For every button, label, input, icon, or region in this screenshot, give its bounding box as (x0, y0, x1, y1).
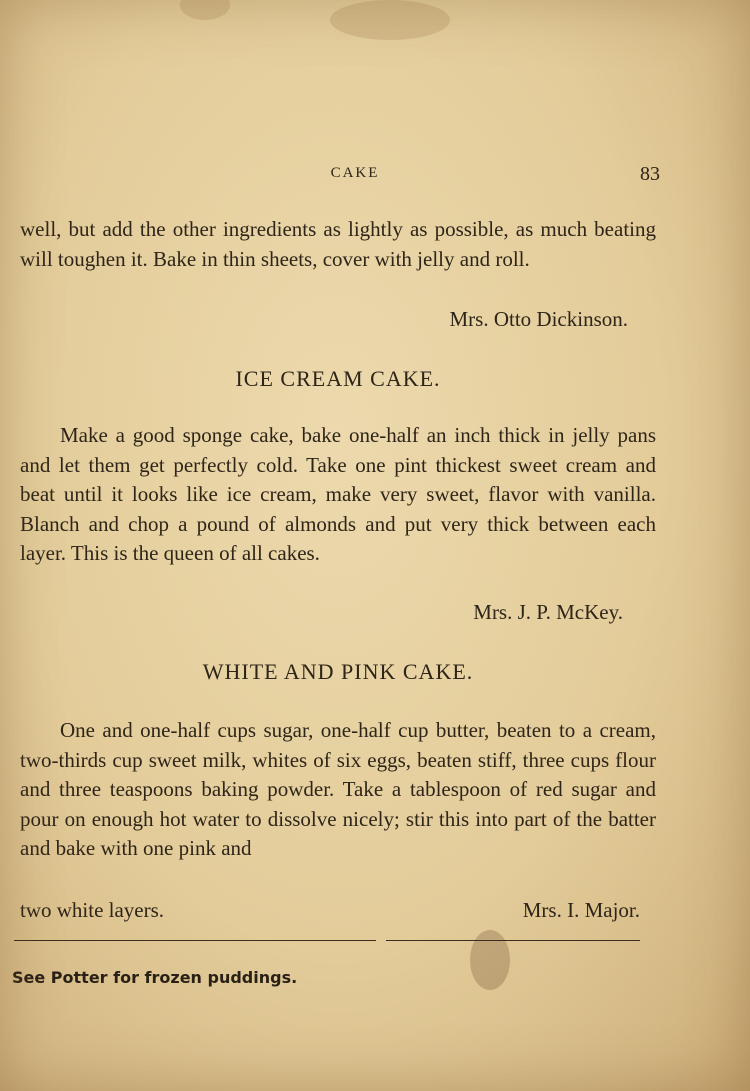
recipe-text (20, 716, 656, 864)
paragraph: One and one-half cups sugar, one-half cup butter, beaten to a cream, two-thirds cup sweet milk, whites of six eggs, beaten stiff, three cups flour and three teaspoons baking powder. Take a tablespoon of red sugar and pour on enough hot water to dissolve nicely; stir this into part of the batter and bake with one pink and (20, 718, 656, 860)
page-header (20, 165, 660, 189)
footnote: See Potter for frozen puddings. (12, 968, 298, 987)
paragraph: well, but add the other ingredients as lightly as possible, as much beating will toughen it. Bake in thin sheets, cover with jelly and roll. (20, 217, 656, 271)
signature: Mrs. J. P. McKey. (473, 600, 623, 624)
paper-stain (180, 0, 230, 20)
signature: Mrs. Otto Dickinson. (449, 307, 628, 331)
continued-recipe-text (20, 215, 656, 274)
recipe-text (20, 421, 656, 569)
paper-stain (330, 0, 450, 40)
footnote-rule (386, 940, 640, 941)
recipe-title: ICE CREAM CAKE. (235, 366, 441, 391)
recipe-title: WHITE AND PINK CAKE. (202, 659, 474, 684)
recipe-last-line (20, 898, 640, 923)
signature: Mrs. I. Major. (522, 898, 640, 922)
running-head: CAKE (330, 165, 380, 181)
paragraph-end: two white layers. (20, 898, 165, 922)
paragraph: Make a good sponge cake, bake one-half an inch thick in jelly pans and let them get perfectly cold. Take one pint thickest sweet cream and beat until it looks like ice cream, make very sweet, flavor with vanilla. Blanch and chop a pound of almonds and put very thick between each layer. This is the queen of all cakes. (20, 423, 656, 565)
footnote-rule (14, 940, 376, 941)
page-number: 83 (640, 163, 660, 185)
paper-stain (470, 930, 510, 990)
